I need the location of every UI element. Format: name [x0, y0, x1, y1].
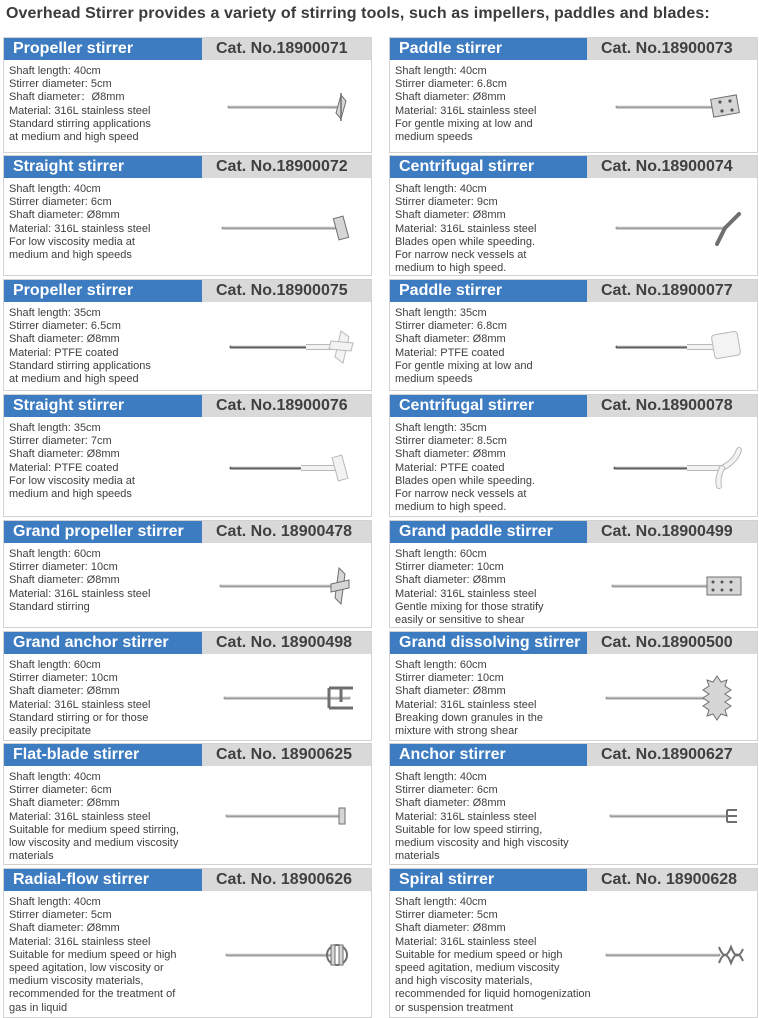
catalog-number: Cat. No.18900078 [587, 395, 757, 417]
spec-line: materials [9, 850, 54, 863]
spec-line: Shaft length: 40cm [395, 771, 487, 783]
catalog-number: Cat. No.18900072 [202, 156, 371, 178]
spec-line: Material: 316L stainless steel [395, 222, 537, 235]
spec-line: Material: 316L stainless steel [9, 810, 151, 823]
product-name: Grand paddle stirrer [390, 521, 587, 543]
catalog-number: Cat. No.18900077 [587, 280, 757, 302]
catalog-number: Cat. No.18900071 [202, 38, 371, 60]
product-header [390, 38, 757, 60]
spec-line: Stirrer diameter: 10cm [395, 561, 504, 574]
spec-line: Material: 316L stainless steel [395, 935, 537, 948]
ptfe-straight-blade-icon [181, 432, 371, 509]
product-card [389, 743, 758, 865]
product-specs [9, 896, 177, 1015]
product-name: Grand anchor stirrer [4, 632, 202, 654]
spec-line: Material: PTFE coated [395, 461, 505, 474]
product-specs [395, 659, 543, 738]
spec-line: Shaft diameter: Ø8mm [9, 333, 120, 346]
product-header [4, 38, 371, 60]
product-name: Paddle stirrer [390, 38, 587, 60]
spec-line: For gentle mixing at low and [395, 359, 533, 372]
product-name: Centrifugal stirrer [390, 156, 587, 178]
spec-line: For gentle mixing at low and [395, 117, 533, 130]
product-specs [9, 422, 135, 501]
catalog-number: Cat. No.18900074 [587, 156, 757, 178]
catalog-number: Cat. No.18900500 [587, 632, 757, 654]
product-header [390, 280, 757, 302]
spec-line: Stirrer diameter: 5cm [9, 909, 112, 922]
product-specs [395, 307, 533, 386]
spec-line: Material: 316L stainless steel [9, 587, 151, 600]
product-card [389, 520, 758, 628]
grand-anchor-icon [181, 662, 371, 739]
steel-centrifugal-icon [567, 192, 757, 269]
spec-line: medium speeds [395, 373, 473, 386]
product-specs [9, 307, 151, 386]
anchor-icon [567, 780, 757, 857]
spec-line: or suspension treatment [395, 1001, 514, 1014]
spec-line: Stirrer diameter: 8.5cm [395, 435, 507, 448]
product-header [390, 395, 757, 417]
spec-line: and high viscosity materials, [395, 975, 533, 988]
spec-line: medium and high speeds [9, 249, 132, 262]
steel-paddle-icon [567, 71, 757, 148]
spec-line: Shaft diameter: Ø8mm [9, 922, 120, 935]
spec-line: Shaft length: 40cm [9, 65, 101, 77]
product-specs [9, 183, 150, 262]
page-title: Overhead Stirrer provides a variety of stirring tools, such as impellers, paddles and blades: [6, 5, 710, 22]
dissolving-disc-icon [567, 662, 757, 739]
spec-line: Stirrer diameter: 6.8cm [395, 320, 507, 333]
catalog-number: Cat. No. 18900628 [587, 869, 757, 891]
catalog-number: Cat. No.18900627 [587, 744, 757, 766]
product-card [3, 394, 372, 517]
product-specs [395, 548, 544, 627]
spec-line: Material: PTFE coated [9, 346, 119, 359]
product-specs [395, 896, 591, 1015]
product-header [4, 280, 371, 302]
spec-line: Material: PTFE coated [9, 461, 119, 474]
spec-line: easily or sensitive to shear [395, 614, 525, 627]
product-card [3, 520, 372, 628]
spec-line: Shaft diameter: Ø8mm [9, 448, 120, 461]
product-card [3, 743, 372, 865]
spec-line: Blades open while speeding. [395, 235, 536, 248]
spec-line: at medium and high speed [9, 373, 139, 386]
spec-line: Shaft diameter: Ø8mm [395, 685, 506, 698]
spec-line: Shaft length: 60cm [9, 659, 101, 671]
spec-line: Shaft length: 35cm [9, 422, 101, 434]
product-specs [9, 659, 150, 738]
spec-line: Material: 316L stainless steel [9, 222, 151, 235]
spec-line: Shaft diameter: Ø8mm [395, 574, 506, 587]
product-card [389, 279, 758, 391]
product-name: Propeller stirrer [4, 38, 202, 60]
spec-line: Shaft diameter: Ø8mm [395, 448, 506, 461]
spec-line: Standard stirring or for those [9, 711, 149, 724]
spec-line: Shaft length: 40cm [9, 771, 101, 783]
product-name: Propeller stirrer [4, 280, 202, 302]
spec-line: recommended for the treatment of [9, 988, 176, 1001]
spec-line: speed agitation, medium viscosity [395, 962, 560, 975]
spec-line: Shaft length: 40cm [395, 65, 487, 77]
spec-line: Shaft diameter: Ø8mm [395, 797, 506, 810]
catalog-number: Cat. No. 18900626 [202, 869, 371, 891]
spec-line: Shaft length: 40cm [395, 183, 487, 195]
ptfe-centrifugal-icon [567, 432, 757, 509]
spec-line: Shaft length: 40cm [395, 896, 487, 908]
ptfe-propeller-icon [181, 311, 371, 388]
spec-line: Shaft diameter: Ø8mm [395, 922, 506, 935]
spec-line: Material: PTFE coated [395, 346, 505, 359]
spec-line: Shaft length: 35cm [395, 307, 487, 319]
product-specs [395, 65, 536, 144]
spec-line: Shaft length: 60cm [9, 548, 101, 560]
spec-line: Stirrer diameter: 6cm [9, 784, 112, 797]
product-card [3, 631, 372, 741]
spec-line: Shaft diameter: Ø8mm [9, 797, 120, 810]
spec-line: Shaft diameter: Ø8mm [9, 574, 120, 587]
product-header [4, 521, 371, 543]
spec-line: Gentle mixing for those stratify [395, 600, 544, 613]
product-name: Paddle stirrer [390, 280, 587, 302]
product-specs [9, 771, 179, 863]
product-name: Anchor stirrer [390, 744, 587, 766]
spec-line: Suitable for medium speed stirring, [9, 823, 179, 836]
spec-line: Breaking down granules in the [395, 711, 543, 724]
spec-line: Shaft length: 40cm [9, 896, 101, 908]
spec-line: Stirrer diameter: 10cm [395, 672, 504, 685]
spec-line: speed agitation, low viscosity or [9, 962, 164, 975]
steel-propeller-icon [181, 71, 371, 148]
spec-line: For narrow neck vessels at [395, 488, 527, 501]
spec-line: Material: 316L stainless steel [395, 587, 537, 600]
spec-line: Material: 316L stainless steel [9, 698, 151, 711]
product-card [389, 37, 758, 153]
spec-line: medium viscosity materials, [9, 975, 144, 988]
product-specs [9, 65, 151, 144]
spec-line: Shaft length: 35cm [9, 307, 101, 319]
spec-line: Suitable for medium speed or high [9, 948, 177, 961]
spec-line: For narrow neck vessels at [395, 249, 527, 262]
spec-line: Shaft diameter：Ø8mm [9, 91, 125, 104]
catalog-number: Cat. No. 18900478 [202, 521, 371, 543]
product-header [390, 869, 757, 891]
product-name: Spiral stirrer [390, 869, 587, 891]
product-header [390, 156, 757, 178]
spec-line: Suitable for low speed stirring, [395, 823, 543, 836]
product-card [389, 155, 758, 276]
product-name: Grand propeller stirrer [4, 521, 202, 543]
spec-line: Stirrer diameter: 6cm [395, 784, 498, 797]
spec-line: Material: 316L stainless steel [9, 104, 151, 117]
product-specs [9, 548, 150, 614]
product-card [389, 394, 758, 517]
catalog-number: Cat. No.18900076 [202, 395, 371, 417]
product-header [390, 632, 757, 654]
spec-line: Standard stirring applications [9, 117, 151, 130]
catalog-number: Cat. No.18900499 [587, 521, 757, 543]
catalog-number: Cat. No. 18900625 [202, 744, 371, 766]
product-card [389, 868, 758, 1018]
spec-line: Stirrer diameter: 6cm [9, 196, 112, 209]
product-header [4, 632, 371, 654]
spec-line: low viscosity and medium viscosity [9, 837, 179, 850]
spec-line: Shaft length: 35cm [395, 422, 487, 434]
catalog-number: Cat. No.18900073 [587, 38, 757, 60]
spec-line: medium to high speed. [395, 262, 507, 275]
spec-line: Material: 316L stainless steel [395, 104, 537, 117]
grand-paddle-icon [567, 550, 757, 627]
spec-line: medium viscosity and high viscosity [395, 837, 569, 850]
spec-line: easily precipitate [9, 725, 91, 738]
spec-line: Standard stirring applications [9, 359, 151, 372]
steel-straight-blade-icon [181, 192, 371, 269]
product-card [3, 37, 372, 153]
spec-line: Blades open while speeding. [395, 474, 536, 487]
product-card [3, 868, 372, 1018]
product-card [3, 155, 372, 276]
spec-line: Stirrer diameter: 7cm [9, 435, 112, 448]
spiral-icon [567, 919, 757, 996]
product-card [3, 279, 372, 391]
product-name: Radial-flow stirrer [4, 869, 202, 891]
spec-line: Shaft diameter: Ø8mm [9, 209, 120, 222]
spec-line: medium speeds [395, 131, 473, 144]
spec-line: Stirrer diameter: 10cm [9, 561, 118, 574]
product-name: Straight stirrer [4, 156, 202, 178]
spec-line: Stirrer diameter: 6.5cm [9, 320, 121, 333]
spec-line: Stirrer diameter: 9cm [395, 196, 498, 209]
catalog-number: Cat. No. 18900498 [202, 632, 371, 654]
flat-blade-icon [181, 780, 371, 857]
spec-line: For low viscosity media at [9, 235, 135, 248]
product-specs [395, 183, 536, 275]
spec-line: gas in liquid [9, 1001, 68, 1014]
spec-line: Material: 316L stainless steel [9, 935, 151, 948]
spec-line: materials [395, 850, 440, 863]
product-specs [395, 422, 535, 514]
product-name: Straight stirrer [4, 395, 202, 417]
radial-flow-icon [181, 919, 371, 996]
product-header [4, 869, 371, 891]
spec-line: mixture with strong shear [395, 725, 518, 738]
spec-line: Stirrer diameter: 6.8cm [395, 78, 507, 91]
spec-line: Shaft diameter: Ø8mm [395, 209, 506, 222]
spec-line: at medium and high speed [9, 131, 139, 144]
spec-line: Shaft diameter: Ø8mm [395, 91, 506, 104]
product-name: Grand dissolving stirrer [390, 632, 587, 654]
spec-line: Standard stirring [9, 600, 90, 613]
spec-line: Shaft length: 60cm [395, 548, 487, 560]
spec-line: Material: 316L stainless steel [395, 810, 537, 823]
ptfe-paddle-icon [567, 311, 757, 388]
product-name: Centrifugal stirrer [390, 395, 587, 417]
spec-line: Stirrer diameter: 5cm [395, 909, 498, 922]
spec-line: For low viscosity media at [9, 474, 135, 487]
spec-line: Shaft diameter: Ø8mm [9, 685, 120, 698]
product-header [4, 744, 371, 766]
catalog-number: Cat. No.18900075 [202, 280, 371, 302]
spec-line: Shaft diameter: Ø8mm [395, 333, 506, 346]
product-header [4, 156, 371, 178]
spec-line: Suitable for medium speed or high [395, 948, 563, 961]
grand-propeller-icon [181, 550, 371, 627]
spec-line: Material: 316L stainless steel [395, 698, 537, 711]
product-header [390, 744, 757, 766]
product-header [390, 521, 757, 543]
spec-line: Stirrer diameter: 5cm [9, 78, 112, 91]
spec-line: Shaft length: 40cm [9, 183, 101, 195]
spec-line: recommended for liquid homogenization [395, 988, 591, 1001]
spec-line: medium and high speeds [9, 488, 132, 501]
spec-line: Shaft length: 60cm [395, 659, 487, 671]
product-header [4, 395, 371, 417]
product-name: Flat-blade stirrer [4, 744, 202, 766]
spec-line: medium to high speed. [395, 501, 507, 514]
product-card [389, 631, 758, 741]
spec-line: Stirrer diameter: 10cm [9, 672, 118, 685]
product-specs [395, 771, 569, 863]
